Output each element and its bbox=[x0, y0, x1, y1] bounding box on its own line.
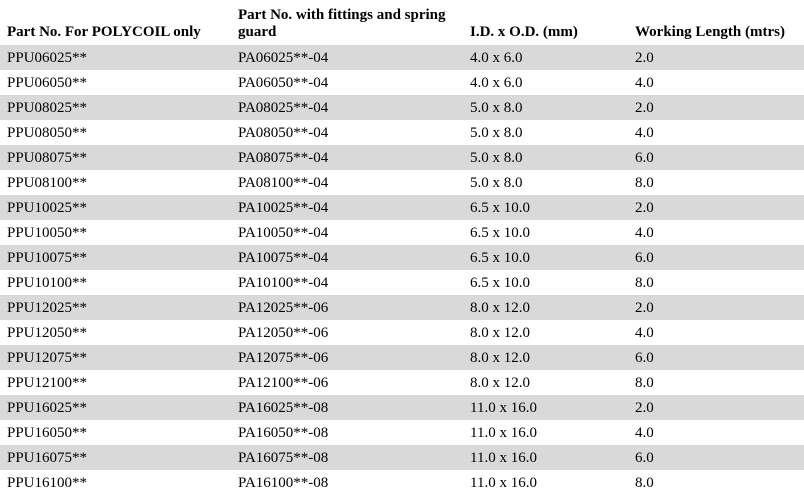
cell-id-od: 6.5 x 10.0 bbox=[470, 275, 530, 291]
cell-working-length: 8.0 bbox=[635, 475, 654, 491]
table-row bbox=[0, 445, 804, 470]
cell-id-od: 5.0 x 8.0 bbox=[463, 145, 628, 170]
cell-id-od: 4.0 x 6.0 bbox=[470, 75, 523, 91]
cell-part-no-fittings: PA08025**-04 bbox=[231, 95, 463, 120]
cell-working-length: 4.0 bbox=[635, 225, 654, 241]
cell-part-no-fittings: PA06050**-04 bbox=[238, 75, 329, 91]
cell-id-od: 11.0 x 16.0 bbox=[470, 425, 537, 441]
cell-working-length: 8.0 bbox=[635, 375, 654, 391]
cell-id-od: 8.0 x 12.0 bbox=[463, 345, 628, 370]
cell-working-length: 4.0 bbox=[635, 425, 654, 441]
cell-part-no-polycoil: PPU12100** bbox=[7, 375, 88, 391]
cell-part-no-fittings: PA10050**-04 bbox=[238, 225, 329, 241]
cell-part-no-fittings: PA12050**-06 bbox=[238, 325, 329, 341]
header-part-no-fittings: Part No. with fittings and spring guard bbox=[238, 7, 446, 40]
cell-working-length: 6.0 bbox=[628, 145, 804, 170]
cell-part-no-fittings: PA10025**-04 bbox=[231, 195, 463, 220]
cell-id-od: 8.0 x 12.0 bbox=[470, 375, 530, 391]
cell-part-no-polycoil: PPU06025** bbox=[0, 45, 231, 70]
parts-table bbox=[0, 7, 804, 495]
cell-id-od: 6.5 x 10.0 bbox=[470, 225, 530, 241]
header-id-od: I.D. x O.D. (mm) bbox=[470, 24, 578, 40]
cell-part-no-fittings: PA08050**-04 bbox=[238, 125, 329, 141]
table-row bbox=[0, 420, 804, 445]
cell-id-od: 11.0 x 16.0 bbox=[470, 475, 537, 491]
cell-working-length: 2.0 bbox=[628, 95, 804, 120]
cell-part-no-polycoil: PPU08075** bbox=[0, 145, 231, 170]
cell-working-length: 6.0 bbox=[628, 245, 804, 270]
table-row bbox=[0, 145, 804, 170]
cell-working-length: 2.0 bbox=[628, 295, 804, 320]
cell-part-no-fittings: PA16050**-08 bbox=[238, 425, 329, 441]
table-row bbox=[0, 320, 804, 345]
cell-id-od: 5.0 x 8.0 bbox=[463, 95, 628, 120]
cell-working-length: 4.0 bbox=[635, 325, 654, 341]
cell-part-no-polycoil: PPU16100** bbox=[7, 475, 88, 491]
cell-part-no-polycoil: PPU08025** bbox=[0, 95, 231, 120]
cell-working-length: 6.0 bbox=[628, 445, 804, 470]
cell-part-no-polycoil: PPU10100** bbox=[7, 275, 88, 291]
table-row bbox=[0, 270, 804, 295]
cell-working-length: 2.0 bbox=[628, 195, 804, 220]
cell-id-od: 6.5 x 10.0 bbox=[463, 245, 628, 270]
cell-working-length: 8.0 bbox=[635, 175, 654, 191]
cell-part-no-polycoil: PPU08050** bbox=[7, 125, 88, 141]
cell-part-no-polycoil: PPU16050** bbox=[7, 425, 88, 441]
cell-part-no-polycoil: PPU10050** bbox=[7, 225, 88, 241]
table-row bbox=[0, 120, 804, 145]
cell-working-length: 4.0 bbox=[635, 125, 654, 141]
cell-id-od: 8.0 x 12.0 bbox=[470, 325, 530, 341]
table-row bbox=[0, 220, 804, 245]
table-row bbox=[0, 470, 804, 495]
cell-part-no-fittings: PA16075**-08 bbox=[231, 445, 463, 470]
header-row bbox=[0, 7, 804, 45]
table-row bbox=[0, 45, 804, 70]
cell-part-no-fittings: PA08100**-04 bbox=[238, 175, 329, 191]
cell-working-length: 2.0 bbox=[628, 395, 804, 420]
cell-part-no-fittings: PA08075**-04 bbox=[231, 145, 463, 170]
cell-part-no-polycoil: PPU12075** bbox=[0, 345, 231, 370]
cell-part-no-fittings: PA12025**-06 bbox=[231, 295, 463, 320]
cell-id-od: 5.0 x 8.0 bbox=[470, 125, 523, 141]
table-row bbox=[0, 245, 804, 270]
cell-part-no-polycoil: PPU08100** bbox=[7, 175, 88, 191]
cell-id-od: 8.0 x 12.0 bbox=[463, 295, 628, 320]
table-row bbox=[0, 195, 804, 220]
table-row bbox=[0, 95, 804, 120]
header-working-length: Working Length (mtrs) bbox=[635, 24, 785, 40]
cell-id-od: 4.0 x 6.0 bbox=[463, 45, 628, 70]
header-part-no-polycoil: Part No. For POLYCOIL only bbox=[7, 24, 201, 40]
cell-part-no-polycoil: PPU16025** bbox=[0, 395, 231, 420]
cell-id-od: 11.0 x 16.0 bbox=[463, 395, 628, 420]
cell-part-no-fittings: PA10075**-04 bbox=[231, 245, 463, 270]
cell-part-no-fittings: PA16100**-08 bbox=[238, 475, 329, 491]
table-row bbox=[0, 345, 804, 370]
cell-working-length: 4.0 bbox=[635, 75, 654, 91]
table-header bbox=[0, 7, 804, 45]
table-row bbox=[0, 370, 804, 395]
table-row bbox=[0, 70, 804, 95]
cell-working-length: 6.0 bbox=[628, 345, 804, 370]
cell-part-no-polycoil: PPU12025** bbox=[0, 295, 231, 320]
cell-part-no-polycoil: PPU16075** bbox=[0, 445, 231, 470]
cell-working-length: 8.0 bbox=[635, 275, 654, 291]
cell-part-no-polycoil: PPU12050** bbox=[7, 325, 88, 341]
table-row bbox=[0, 170, 804, 195]
cell-part-no-fittings: PA12075**-06 bbox=[231, 345, 463, 370]
cell-part-no-polycoil: PPU10075** bbox=[0, 245, 231, 270]
cell-part-no-fittings: PA16025**-08 bbox=[231, 395, 463, 420]
cell-id-od: 11.0 x 16.0 bbox=[463, 445, 628, 470]
cell-id-od: 5.0 x 8.0 bbox=[470, 175, 523, 191]
cell-id-od: 6.5 x 10.0 bbox=[463, 195, 628, 220]
cell-part-no-polycoil: PPU06050** bbox=[7, 75, 88, 91]
cell-part-no-fittings: PA12100**-06 bbox=[238, 375, 329, 391]
table-body bbox=[0, 45, 804, 495]
cell-part-no-fittings: PA06025**-04 bbox=[231, 45, 463, 70]
cell-working-length: 2.0 bbox=[628, 45, 804, 70]
table-row bbox=[0, 295, 804, 320]
cell-part-no-fittings: PA10100**-04 bbox=[238, 275, 329, 291]
table-row bbox=[0, 395, 804, 420]
cell-part-no-polycoil: PPU10025** bbox=[0, 195, 231, 220]
